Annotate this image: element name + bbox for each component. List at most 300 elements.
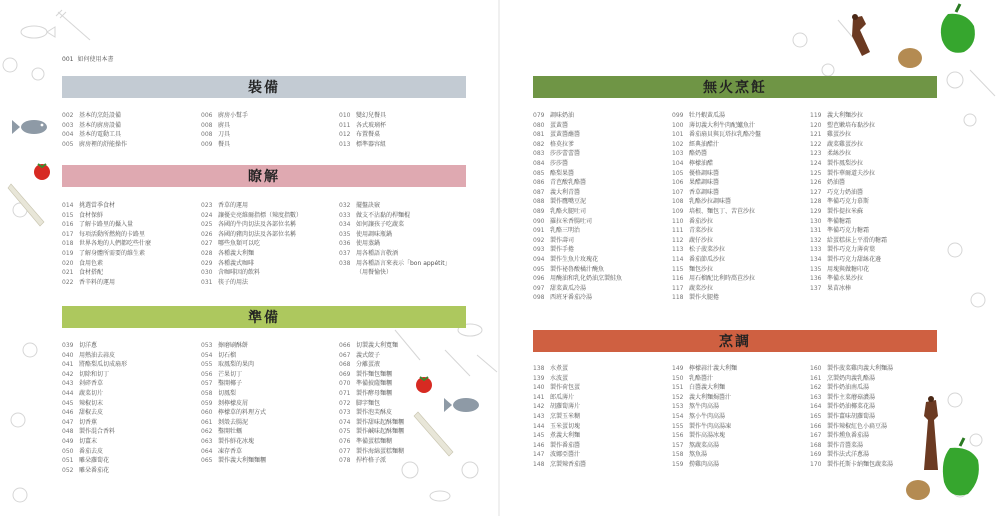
entry-number: 042 <box>62 370 74 378</box>
entry-number: 166 <box>810 422 822 430</box>
toc-entry[interactable] <box>672 265 761 275</box>
toc-entry[interactable] <box>672 217 761 227</box>
toc-entry[interactable] <box>201 259 302 269</box>
entry-number: 003 <box>62 121 74 129</box>
toc-entry[interactable] <box>672 178 761 188</box>
toc-entry[interactable] <box>533 245 622 255</box>
toc-entry[interactable] <box>62 427 127 437</box>
entry-number: 038 <box>339 259 351 267</box>
toc-entry[interactable] <box>672 169 761 179</box>
entry-title: 分離蛋液 <box>356 361 381 369</box>
toc-entry[interactable] <box>672 111 761 121</box>
entry-number: 140 <box>533 384 545 392</box>
toc-entry[interactable] <box>810 188 887 198</box>
entry-title: 做支不沾黏的桿麵棍 <box>356 211 411 219</box>
entry-number: 167 <box>810 432 822 440</box>
entry-number: 093 <box>533 246 545 254</box>
toc-entry[interactable] <box>62 379 127 389</box>
toc-entry[interactable] <box>533 217 622 227</box>
toc-entry[interactable] <box>339 408 404 418</box>
toc-entry[interactable] <box>533 111 622 121</box>
toc-entry[interactable] <box>810 364 893 374</box>
toc-entry[interactable] <box>810 255 887 265</box>
fish-doodle-icon <box>21 26 47 38</box>
toc-entry[interactable] <box>62 466 127 476</box>
entry-title: 烹製奶肉義乳酪湯 <box>827 374 876 382</box>
toc-entry[interactable] <box>201 121 248 131</box>
toc-entry[interactable] <box>62 220 151 230</box>
entry-title: 蛋黃醬 <box>550 121 569 129</box>
toc-entry[interactable] <box>533 393 586 403</box>
toc-entry[interactable] <box>201 437 266 447</box>
potato-icon <box>898 48 922 68</box>
toc-entry[interactable] <box>533 207 622 217</box>
toc-entry[interactable] <box>672 207 761 217</box>
toc-entry[interactable] <box>810 412 893 422</box>
entry-number: 137 <box>810 284 822 292</box>
entry-number: 083 <box>533 150 545 158</box>
toc-entry[interactable] <box>339 268 451 278</box>
entry-title: 番茄沙拉 <box>689 217 714 225</box>
entry-number: 043 <box>62 380 74 388</box>
toc-entry[interactable] <box>62 418 127 428</box>
entry-number: 004 <box>62 131 74 139</box>
section-title: 瞭解 <box>248 169 280 185</box>
entry-number: 096 <box>533 275 545 283</box>
toc-entry[interactable] <box>339 399 404 409</box>
entry-title: 製作法式洋蔥湯 <box>827 451 870 459</box>
toc-entry[interactable] <box>533 374 586 384</box>
toc-entry[interactable] <box>339 351 404 361</box>
toc-entry[interactable] <box>533 460 586 470</box>
toc-entry[interactable] <box>201 130 248 140</box>
entry-title: 製作鳳梨沙拉 <box>827 159 864 167</box>
entry-title: 番茄去皮 <box>79 447 104 455</box>
entry-title: 雞蛋沙拉 <box>827 131 852 139</box>
toc-entry[interactable] <box>62 447 127 457</box>
toc-entry[interactable] <box>62 389 127 399</box>
entry-number: 087 <box>533 188 545 196</box>
entry-title: 麵包沙拉 <box>689 265 714 273</box>
toc-entry[interactable] <box>339 201 451 211</box>
entry-number: 156 <box>672 432 684 440</box>
toc-entry[interactable] <box>201 239 302 249</box>
toc-entry[interactable] <box>62 249 151 259</box>
entry-title: 製作鹹味起酥麵糰 <box>356 428 405 436</box>
toc-entry[interactable] <box>810 217 887 227</box>
tomato-icon-2 <box>416 377 432 393</box>
entry-number: 079 <box>533 112 545 119</box>
toc-entry[interactable] <box>810 197 887 207</box>
toc-entry[interactable] <box>672 293 761 303</box>
toc-entry[interactable] <box>672 393 737 403</box>
entry-number: 153 <box>672 403 684 411</box>
entry-number: 041 <box>62 361 74 369</box>
toc-entry[interactable] <box>62 341 127 351</box>
entry-number: 012 <box>339 131 351 139</box>
toc-entry[interactable] <box>339 341 404 351</box>
entry-number: 054 <box>201 351 213 359</box>
toc-entry[interactable] <box>810 393 893 403</box>
entry-title: 蔬菜沙拉 <box>689 284 714 292</box>
toc-entry[interactable] <box>810 274 887 284</box>
toc-entry[interactable] <box>810 236 887 246</box>
fish-icon-2 <box>444 398 479 412</box>
toc-entry[interactable] <box>533 159 622 169</box>
toc-entry[interactable] <box>810 130 887 140</box>
toc-entry[interactable] <box>339 370 404 380</box>
toc-entry[interactable] <box>533 431 586 441</box>
toc-entry[interactable] <box>672 130 761 140</box>
entry-title: 凍存香草 <box>218 447 243 455</box>
entry-number: 159 <box>672 460 684 468</box>
apple-doodle-icon <box>3 58 17 72</box>
entry-title: 世界各地的人們都吃些什麼 <box>79 240 152 248</box>
toc-entry[interactable] <box>672 188 761 198</box>
toc-entry[interactable] <box>810 383 893 393</box>
section-title: 無火烹飪 <box>703 80 767 96</box>
toc-entry[interactable] <box>533 364 586 374</box>
toc-entry[interactable] <box>533 274 622 284</box>
toc-entry[interactable] <box>810 226 887 236</box>
entry-title: 食材保鮮 <box>79 211 104 219</box>
toc-entry[interactable] <box>62 259 151 269</box>
toc-entry[interactable] <box>201 268 302 278</box>
toc-entry[interactable] <box>672 402 737 412</box>
entry-number: 127 <box>810 188 822 196</box>
toc-entry[interactable] <box>339 447 404 457</box>
entry-title: 乳酪沙拉調味醬 <box>689 198 732 206</box>
toc-entry[interactable] <box>810 121 887 131</box>
toc-entry[interactable] <box>339 140 386 150</box>
toc-entry[interactable] <box>62 408 127 418</box>
toc-entry[interactable] <box>62 370 127 380</box>
entry-title: 蔬菜切片 <box>79 389 104 397</box>
entry-title: 培根、麵包丁、苦苣沙拉 <box>689 207 756 215</box>
toc-entry[interactable] <box>810 111 887 121</box>
toc-entry[interactable] <box>339 220 451 230</box>
toc-entry[interactable] <box>201 408 266 418</box>
toc-entry[interactable] <box>339 111 386 121</box>
entry-title: 鑿開椰子 <box>218 380 243 388</box>
entry-number: 164 <box>810 403 822 411</box>
toc-entry[interactable] <box>339 211 451 221</box>
toc-entry[interactable] <box>533 255 622 265</box>
toc-entry[interactable] <box>672 450 737 460</box>
toc-entry[interactable] <box>533 197 622 207</box>
entry-title: 巧克力奶油醬 <box>827 188 864 196</box>
entry-number: 095 <box>533 265 545 273</box>
toc-entry[interactable] <box>810 402 893 412</box>
toc-entry[interactable] <box>533 284 622 294</box>
toc-entry[interactable] <box>533 450 586 460</box>
entry-number: 031 <box>201 278 213 286</box>
toc-entry[interactable] <box>339 389 404 399</box>
toc-entry[interactable] <box>672 121 761 131</box>
entry-title: 乳酪三明治 <box>550 227 581 235</box>
toc-entry[interactable] <box>810 450 893 460</box>
toc-entry[interactable] <box>672 412 737 422</box>
toc-entry[interactable] <box>62 268 151 278</box>
entry-title: 製作甜味起酥麵糰 <box>356 418 405 426</box>
toc-entry[interactable] <box>672 159 761 169</box>
toc-entry[interactable] <box>201 427 266 437</box>
toc-entry[interactable] <box>339 418 404 428</box>
toc-entry[interactable] <box>672 140 761 150</box>
toc-entry[interactable] <box>672 274 761 284</box>
toc-entry[interactable] <box>672 284 761 294</box>
toc-entry[interactable] <box>62 360 127 370</box>
toc-entry[interactable] <box>672 441 737 451</box>
toc-entry[interactable] <box>339 456 404 466</box>
toc-entry[interactable] <box>201 341 266 351</box>
entry-title: 擺盤訣竅 <box>356 202 381 209</box>
entry-number: 150 <box>672 374 684 382</box>
intro-title: 如何使用本書 <box>77 56 114 63</box>
toc-entry[interactable] <box>533 441 586 451</box>
entry-number: 115 <box>672 265 684 273</box>
toc-entry[interactable] <box>672 383 737 393</box>
toc-entry[interactable] <box>672 226 761 236</box>
toc-entry[interactable] <box>672 149 761 159</box>
entry-title: 檸檬油醋 <box>689 159 714 167</box>
entry-title: 雕朵蘿蔔花 <box>79 457 110 465</box>
entry-number: 105 <box>672 169 684 177</box>
toc-entry[interactable] <box>62 278 151 288</box>
entry-title: 製作青醬菜湯 <box>827 441 864 449</box>
entry-title: 製作番茄醬 <box>550 441 581 449</box>
entry-number: 121 <box>810 131 822 139</box>
toc-entry[interactable] <box>339 230 451 240</box>
entry-title: 準備蛋糕麵糊 <box>356 437 393 445</box>
toc-entry[interactable] <box>533 149 622 159</box>
toc-entry[interactable] <box>810 245 887 255</box>
toc-entry[interactable] <box>201 249 302 259</box>
toc-entry[interactable] <box>201 399 266 409</box>
entry-number: 119 <box>810 112 822 119</box>
entry-title: 製作海綿蛋糕麵糊 <box>356 447 405 455</box>
toc-entry[interactable] <box>201 220 302 230</box>
toc-entry[interactable] <box>810 159 887 169</box>
entry-title: 水波蛋 <box>550 374 569 382</box>
entry-number: 013 <box>339 140 351 148</box>
entry-number: 106 <box>672 179 684 187</box>
toc-entry[interactable] <box>533 265 622 275</box>
toc-entry[interactable] <box>533 422 586 432</box>
entry-number: 134 <box>810 255 822 263</box>
toc-entry[interactable] <box>672 374 737 384</box>
entry-number: 018 <box>62 240 74 248</box>
toc-entry[interactable] <box>339 259 451 269</box>
entry-title: 各國的豬肉切法及各部位名稱 <box>218 230 297 238</box>
toc-entry[interactable] <box>339 121 386 131</box>
toc-entry[interactable] <box>533 121 622 131</box>
toc-entry[interactable] <box>810 178 887 188</box>
toc-entry[interactable] <box>201 230 302 240</box>
intro-entry[interactable] <box>62 54 117 63</box>
toc-entry[interactable] <box>810 374 893 384</box>
toc-entry[interactable] <box>201 389 266 399</box>
toc-entry[interactable] <box>201 418 266 428</box>
toc-entry[interactable] <box>672 236 761 246</box>
entry-title: 熬蔬菜高湯 <box>689 441 720 449</box>
toc-entry[interactable] <box>62 130 127 140</box>
entry-title: 甜菜黃瓜冷湯 <box>550 284 587 292</box>
entry-title: 格莫拉爹 <box>550 140 575 148</box>
entry-number: 124 <box>810 159 822 167</box>
entry-title: 讓優史亮維爾指標（辣度指數） <box>218 211 303 219</box>
toc-entry[interactable] <box>62 211 151 221</box>
entry-number: 081 <box>533 131 545 139</box>
toc-entry[interactable] <box>672 422 737 432</box>
entry-title: 鑿開牡蠣 <box>218 428 243 436</box>
toc-entry[interactable] <box>62 437 127 447</box>
entry-title: 檸檬草的料理方式 <box>218 409 267 417</box>
entry-number: 110 <box>672 217 684 225</box>
entry-title: 含咖啡因的飲料 <box>218 269 261 277</box>
toc-entry[interactable] <box>339 249 451 259</box>
potato-icon-2 <box>906 480 930 500</box>
entry-number: 063 <box>201 437 213 445</box>
toc-entry[interactable] <box>533 293 622 303</box>
entry-number: 028 <box>201 249 213 257</box>
toc-entry[interactable] <box>672 364 737 374</box>
entry-number: 160 <box>810 365 822 372</box>
toc-entry[interactable] <box>533 383 586 393</box>
toc-entry[interactable] <box>533 140 622 150</box>
toc-entry[interactable] <box>533 130 622 140</box>
entry-title: 剝檸檬皮屑 <box>218 399 249 407</box>
toc-entry[interactable] <box>201 278 302 288</box>
entry-title: 義大利青醬 <box>550 188 581 196</box>
toc-entry[interactable] <box>62 239 151 249</box>
section-header-cook <box>533 330 937 352</box>
entry-title: 熬魚湯 <box>689 451 708 459</box>
entry-number: 152 <box>672 393 684 401</box>
entry-title: 製作主菜蘑菇濃湯 <box>827 393 876 401</box>
toc-entry[interactable] <box>533 178 622 188</box>
toc-entry[interactable] <box>201 456 266 466</box>
entry-number: 149 <box>672 365 684 372</box>
entry-title: 剝殼去腸泥 <box>218 418 249 426</box>
entry-number: 015 <box>62 211 74 219</box>
entry-number: 068 <box>339 361 351 369</box>
toc-entry[interactable] <box>201 447 266 457</box>
entry-number: 122 <box>810 140 822 148</box>
toc-entry[interactable] <box>810 441 893 451</box>
toc-entry[interactable] <box>62 121 127 131</box>
toc-entry[interactable] <box>810 207 887 217</box>
intro-number: 001 <box>62 56 74 63</box>
toc-entry[interactable] <box>201 111 248 121</box>
entry-number: 141 <box>533 393 545 401</box>
entry-title: 製作壽司 <box>550 236 575 244</box>
entry-title: 義式餃子 <box>356 351 381 359</box>
toc-entry[interactable] <box>810 431 893 441</box>
entry-title: 製作生魚片玫瑰花 <box>550 255 599 263</box>
toc-entry[interactable] <box>672 431 737 441</box>
toc-entry[interactable] <box>533 188 622 198</box>
toc-entry[interactable] <box>339 360 404 370</box>
toc-entry[interactable] <box>201 370 266 380</box>
entry-title: 用各種語言來表示「bon appétit」 <box>356 259 451 267</box>
entry-number: 085 <box>533 169 545 177</box>
entry-title: 各國的牛肉切法及各部位名稱 <box>218 221 297 229</box>
knife-icon <box>8 184 44 226</box>
entry-title: 將酪梨瓜切成扇形 <box>79 361 128 369</box>
toc-entry[interactable] <box>810 140 887 150</box>
entry-number: 074 <box>339 418 351 426</box>
toc-entry[interactable] <box>62 351 127 361</box>
toc-entry[interactable] <box>201 211 302 221</box>
toc-entry[interactable] <box>672 255 761 265</box>
toc-entry[interactable] <box>339 379 404 389</box>
entry-title: 切鳳梨 <box>218 389 237 397</box>
toc-entry[interactable] <box>810 422 893 432</box>
toc-entry[interactable] <box>339 427 404 437</box>
entry-number: 144 <box>533 422 545 430</box>
entry-number: 114 <box>672 255 684 263</box>
toc-entry[interactable] <box>810 284 887 294</box>
section-header-understand <box>62 165 466 187</box>
toc-entry[interactable] <box>339 437 404 447</box>
toc-entry[interactable] <box>339 239 451 249</box>
toc-entry[interactable] <box>810 265 887 275</box>
entry-title: 製作麵包麵糰 <box>356 370 393 378</box>
toc-entry[interactable] <box>62 111 127 121</box>
toc-entry[interactable] <box>201 140 248 150</box>
entry-number: 090 <box>533 217 545 225</box>
nocook-column-3 <box>810 111 887 293</box>
entry-number: 030 <box>201 269 213 277</box>
section-header-gear <box>62 76 466 98</box>
toc-entry[interactable] <box>533 226 622 236</box>
toc-entry[interactable] <box>62 456 127 466</box>
toc-entry[interactable] <box>533 402 586 412</box>
entry-number: 162 <box>810 384 822 392</box>
entry-title: 玉米蛋切塊 <box>550 422 581 430</box>
toc-entry[interactable] <box>62 201 151 211</box>
toc-entry[interactable] <box>810 460 893 470</box>
entry-number: 032 <box>339 202 351 209</box>
toc-entry[interactable] <box>201 379 266 389</box>
entry-number: 076 <box>339 437 351 445</box>
toc-entry[interactable] <box>201 351 266 361</box>
toc-entry[interactable] <box>672 197 761 207</box>
prep-column-3 <box>339 341 404 466</box>
toc-entry[interactable] <box>810 149 887 159</box>
entry-title: 水煮蛋 <box>550 365 569 372</box>
toc-entry[interactable] <box>62 399 127 409</box>
toc-entry[interactable] <box>339 130 386 140</box>
toc-entry[interactable] <box>533 236 622 246</box>
understand-column-3 <box>339 201 451 278</box>
toc-entry[interactable] <box>62 140 127 150</box>
toc-entry[interactable] <box>201 360 266 370</box>
toc-entry[interactable] <box>533 412 586 422</box>
toc-entry[interactable] <box>810 169 887 179</box>
toc-entry[interactable] <box>201 201 302 211</box>
entry-number: 139 <box>533 374 545 382</box>
entry-number: 133 <box>810 246 822 254</box>
entry-title: 奶油醬 <box>827 179 846 187</box>
entry-title: 準備披薩麵糰 <box>356 380 393 388</box>
toc-entry[interactable] <box>672 245 761 255</box>
toc-entry[interactable] <box>533 169 622 179</box>
toc-entry[interactable] <box>62 230 151 240</box>
entry-title: 郎瓜薄片 <box>550 393 575 401</box>
toc-entry[interactable] <box>672 460 737 470</box>
